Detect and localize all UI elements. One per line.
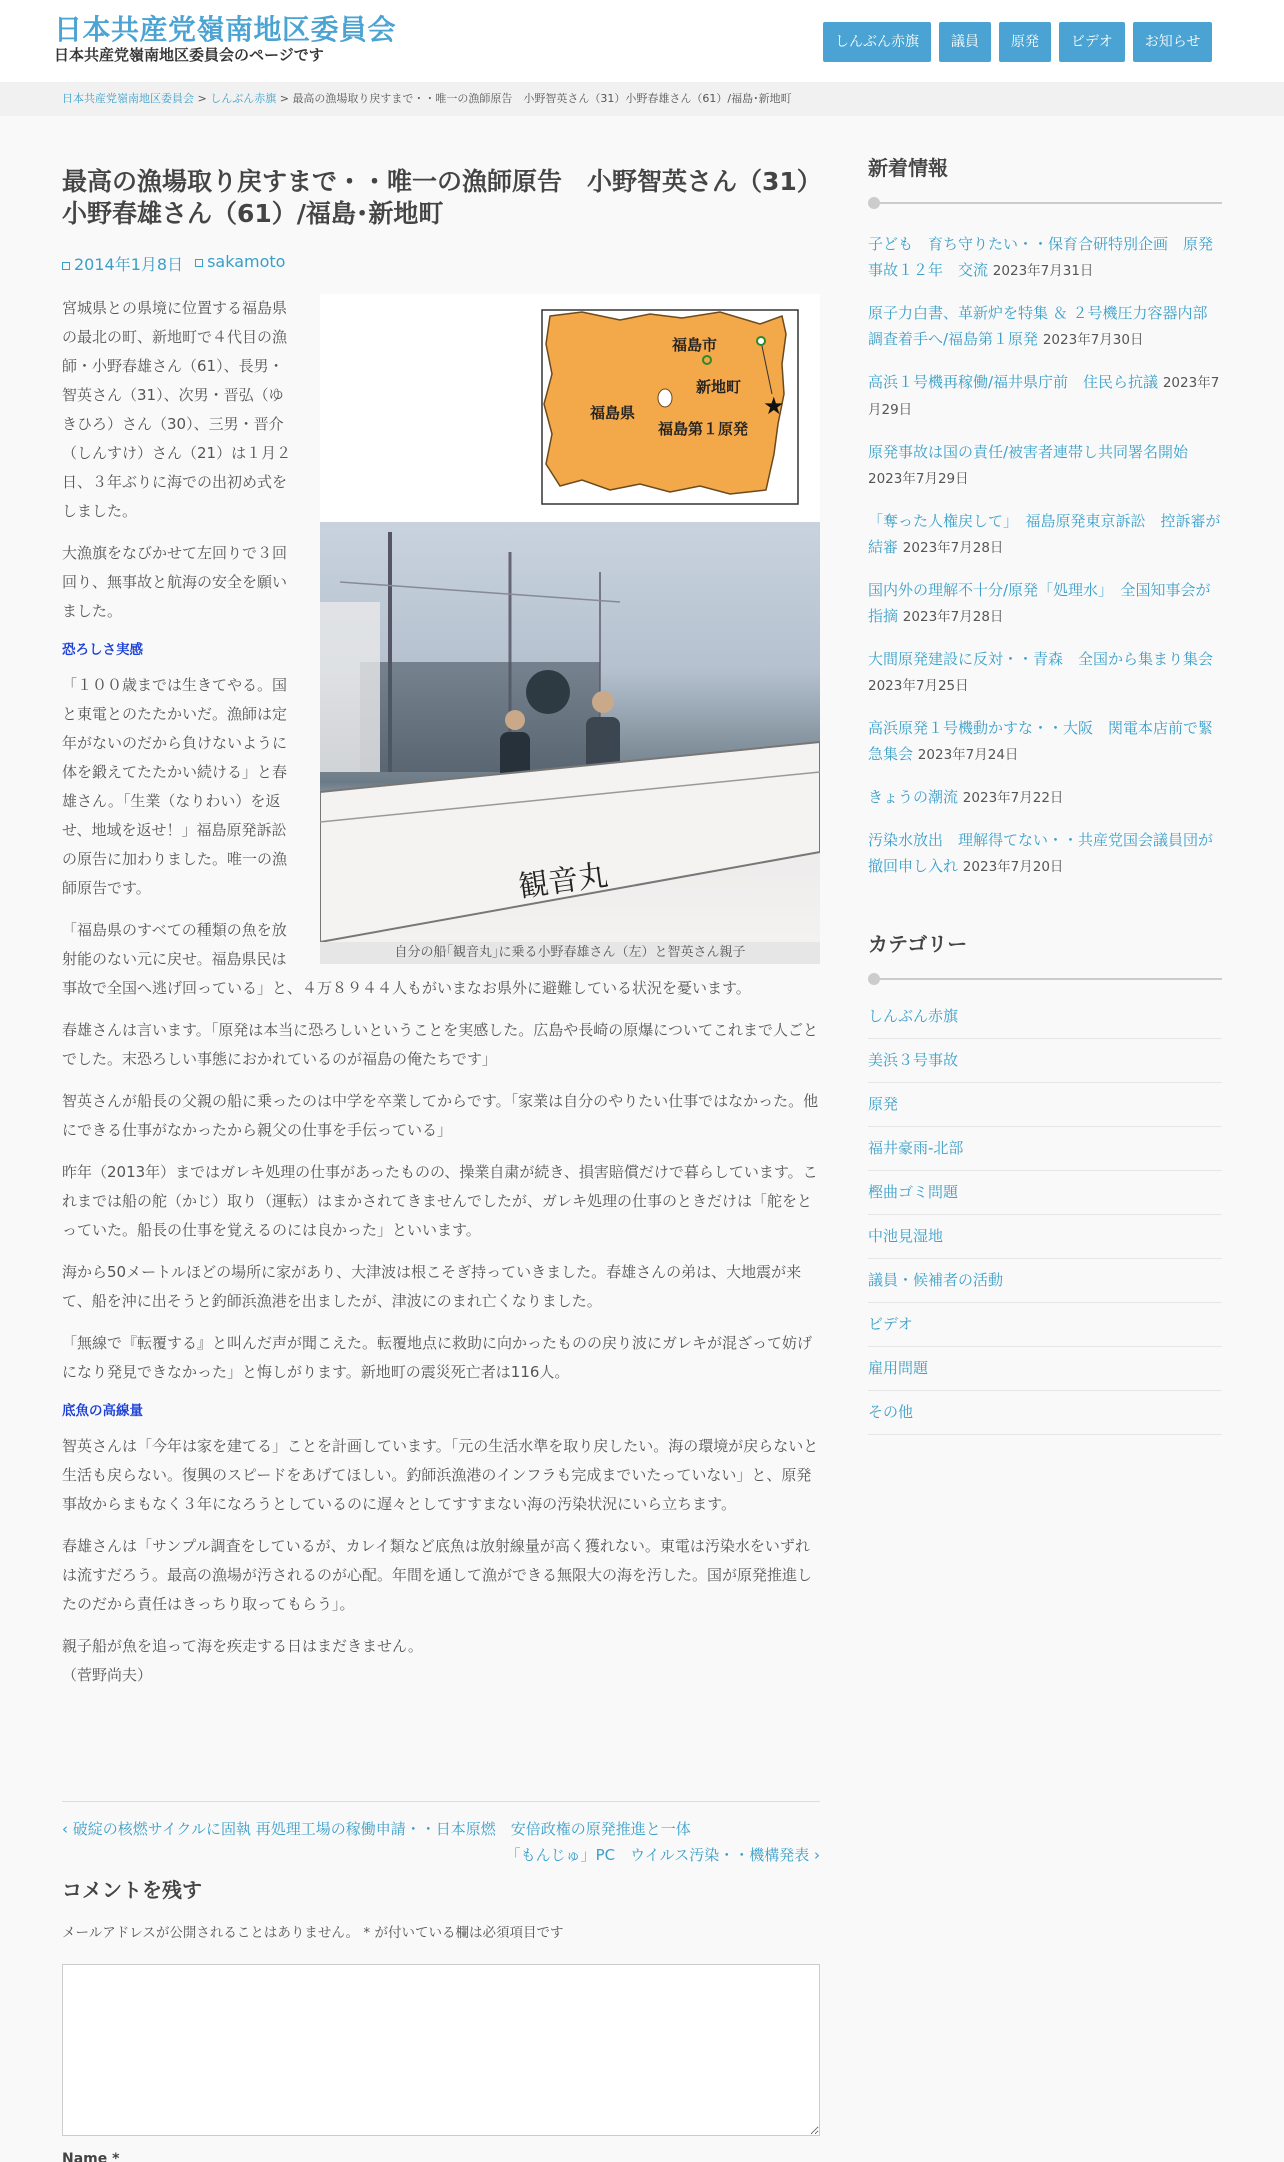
recent-post-link[interactable]: きょうの潮流 [868,788,959,806]
nav-item-councillors[interactable]: 議員 [939,22,991,62]
recent-post-date: 2023年7月22日 [962,790,1064,806]
next-post-link[interactable] [62,1842,820,1868]
recent-post-item [868,784,1222,811]
recent-post-link[interactable]: 高浜１号機再稼働/福井県庁前 住民ら抗議 [868,373,1159,391]
paragraph: 親子船が魚を追って海を疾走する日はまだきません。 [62,1637,423,1655]
widget-divider [868,191,1222,213]
recent-post-date: 2023年7月25日 [868,678,969,694]
recent-posts-widget [868,152,1222,896]
recent-post-date: 2023年7月28日 [902,540,1004,556]
main-nav [823,22,1212,62]
map-image [320,294,820,522]
recent-post-date: 2023年7月30日 [1042,332,1144,348]
category-item [868,1083,1222,1127]
nav-item-news[interactable]: お知らせ [1133,22,1213,62]
subheading: 恐ろしさ実感 [62,642,143,658]
recent-post-link[interactable]: 高浜原発１号機動かすな・・大阪 関電本店前で緊急集会 [868,719,1214,763]
map-label-prefecture: 福島県 [590,404,636,422]
widget-title-categories: カテゴリー [868,932,968,956]
category-link[interactable]: 中池見湿地 [868,1227,944,1245]
boat-illustration [320,522,820,942]
breadcrumb-current: 最高の漁場取り戻すまで・・唯一の漁師原告 小野智英さん（31）小野春雄さん（61）/福島･新地町 [292,92,792,105]
recent-post-item [868,508,1222,561]
paragraph: 宮城県との県境に位置する福島県の最北の町、新地町で４代目の漁師・小野春雄さん（61）、長男・智英さん（31）、次男・晋弘（ゆきひろ）さん（30）、三男・晋介（しんすけ）さん（21）は１月２日、３年ぶりに海での出初め式をしました。 [62,299,292,520]
category-link[interactable]: ビデオ [868,1315,913,1333]
paragraph: 昨年（2013年）まではガレキ処理の仕事があったものの、操業自粛が続き、損害賠償だけで暮らしています。これまでは船の舵（かじ）取り（運転）はまかされてきませんでしたが、ガレキ処理の仕事のときだけは「舵をとっていた。船長の仕事を覚えるのには良かった」といいます。 [62,1163,818,1239]
recent-post-item [868,231,1222,284]
recent-post-date: 2023年7月31日 [992,263,1094,279]
recent-post-link[interactable]: 国内外の理解不十分/原発「処理水」 全国知事会が指摘 [868,581,1211,625]
map-label-plant: 福島第１原発 [658,420,749,438]
recent-post-item [868,577,1222,630]
star-icon: ★ [763,392,785,420]
paragraph: 「福島県のすべての種類の魚を放射能のない元に戻せ。福島県民は事故で全国へ逃げ回っている」と、４万８９４４人もがいまなお県外に避難している状況を憂います。 [62,921,751,997]
category-list [868,995,1222,1435]
paragraph: 「無線で『転覆する』と叫んだ声が聞こえた。転覆地点に救助に向かったものの戻り波にガレキが混ざって妨げになり発見できなかった」と悔しがります。新地町の震災死亡者は116人。 [62,1334,813,1381]
category-link[interactable]: 美浜３号事故 [868,1051,959,1069]
nav-item-video[interactable]: ビデオ [1059,22,1125,62]
arrow-left-icon: ‹ [62,1820,73,1838]
recent-post-link[interactable]: 「奪った人権戻して」 福島原発東京訴訟 控訴審が結審 [868,512,1221,556]
post-body [62,294,820,1703]
category-link[interactable]: 原発 [868,1095,899,1113]
recent-post-date: 2023年7月28日 [902,609,1004,625]
paragraph: 大漁旗をなびかせて左回りで３回回り、無事故と航海の安全を願いました。 [62,544,288,620]
figure-caption: 自分の船｢観音丸｣に乗る小野春雄さん（左）と智英さん親子 [320,942,820,964]
category-item [868,1391,1222,1435]
breadcrumb-separator: > [279,92,289,105]
breadcrumb-category[interactable]: しんぶん赤旗 [210,92,277,105]
category-item [868,1259,1222,1303]
category-link[interactable]: 福井豪雨-北部 [868,1139,964,1157]
nav-item-nuclear[interactable]: 原発 [999,22,1051,62]
post-title: 最高の漁場取り戻すまで・・唯一の漁師原告 小野智英さん（31）小野春雄さん（61）/福島･新地町 [62,167,810,228]
recent-post-link[interactable]: 原子力白書、革新炉を特集 ＆ ２号機圧力容器内部調査着手へ/福島第１原発 [868,304,1208,348]
boat-photo [320,522,820,942]
next-post-title: 「もんじゅ」PC ウイルス汚染・・機構発表 [505,1846,810,1864]
post-figure [320,294,820,964]
calendar-icon [62,262,70,270]
paragraph: 智英さんが船長の父親の船に乗ったのは中学を卒業してからです。「家業は自分のやりたい仕事ではなかった。他にできる仕事がなかったから親父の仕事を手伝っている」 [62,1092,819,1139]
recent-post-item [868,300,1222,353]
signature: （菅野尚夫） [62,1666,153,1684]
category-item [868,1303,1222,1347]
category-item [868,1039,1222,1083]
category-item [868,1171,1222,1215]
comment-textarea[interactable] [62,1964,820,2136]
user-icon [195,259,203,267]
boat-name: 観音丸 [516,857,611,905]
recent-post-date: 2023年7月29日 [868,471,969,487]
recent-post-item [868,439,1222,492]
widget-title-recent: 新着情報 [868,156,948,180]
map-label-fukushima-city: 福島市 [672,336,718,354]
map-label-shinchi: 新地町 [696,378,742,396]
paragraph: 海から50メートルほどの場所に家があり、大津波は根こそぎ持っていきました。春雄さんの弟は、大地震が来て、船を沖に出そうと釣師浜漁港を出ましたが、津波にのまれ亡くなりました。 [62,1263,802,1310]
breadcrumb-separator: > [197,92,207,105]
breadcrumb-home[interactable]: 日本共産党嶺南地区委員会 [62,92,194,105]
site-description: 日本共産党嶺南地区委員会のページです [54,46,324,64]
recent-post-item [868,646,1222,699]
recent-post-link[interactable]: 子ども 育ち守りたい・・保育合研特別企画 原発事故１２年 交流 [868,235,1214,279]
comment-title: コメントを残す [62,1878,202,1902]
categories-widget [868,928,1222,1435]
category-link[interactable]: 雇用問題 [868,1359,929,1377]
post-date[interactable]: 2014年1月8日 [74,255,184,274]
category-item [868,1215,1222,1259]
recent-post-item [868,715,1222,768]
paragraph: 春雄さんは言います。「原発は本当に恐ろしいということを実感した。広島や長崎の原爆についてこれまで人ごとでした。末恐ろしい事態におかれているのが福島の俺たちです」 [62,1021,819,1068]
recent-post-date: 2023年7月24日 [917,747,1019,763]
widget-divider [868,967,1222,989]
post-author[interactable]: sakamoto [207,252,286,271]
site-title[interactable]: 日本共産党嶺南地区委員会 [54,13,397,46]
category-link[interactable]: その他 [868,1403,914,1421]
recent-posts-list [868,231,1222,880]
category-link[interactable]: 議員・候補者の活動 [868,1271,1004,1289]
arrow-right-icon: › [809,1846,820,1864]
recent-post-link[interactable]: 原発事故は国の責任/被害者連帯し共同署名開始 [868,443,1189,461]
recent-post-link[interactable]: 汚染水放出 理解得てない・・共産党国会議員団が撤回申し入れ [868,831,1214,875]
nav-item-akahata[interactable]: しんぶん赤旗 [823,22,931,62]
post-navigation [62,1801,820,1868]
recent-post-item [868,827,1222,880]
prev-post-title: 破綻の核燃サイクルに固執 再処理工場の稼働申請・・日本原燃 安倍政権の原発推進と一体 [72,1820,691,1838]
recent-post-date: 2023年7月29日 [868,375,1220,418]
name-label: Name * [62,2151,120,2162]
category-link[interactable]: しんぶん赤旗 [868,1007,959,1025]
recent-post-link[interactable]: 大間原発建設に反対・・青森 全国から集まり集会 [868,650,1214,668]
paragraph: 智英さんは「今年は家を建てる」ことを計画しています。「元の生活水準を取り戻したい。海の環境が戻らないと生活も戻らない。復興のスピードをあげてほしい。釣師浜漁港のインフラも完成までいたっていない」と、原発事故からまもなく３年になろうとしているのに遅々としてすすまない海の汚染状況にいら立ちます。 [62,1437,819,1513]
fukushima-map [320,294,820,522]
category-item [868,1127,1222,1171]
subheading: 底魚の高線量 [62,1403,143,1419]
recent-post-item [868,369,1222,423]
paragraph: 春雄さんは「サンプル調査をしているが、カレイ類など底魚は放射線量が高く獲れない。東電は汚染水をいずれは流すだろう。最高の漁場が汚されるのが心配。年間を通して漁ができる無限大の海を汚した。国が原発推進したのだから責任はきっちり取ってもらう」。 [62,1537,813,1613]
category-link[interactable]: 樫曲ゴミ問題 [868,1183,959,1201]
breadcrumb [0,82,1284,116]
post-meta [62,252,285,275]
category-item [868,1347,1222,1391]
site-header [0,0,1284,82]
recent-post-date: 2023年7月20日 [962,859,1064,875]
paragraph: 「１００歳までは生きてやる。国と東電とのたたかいだ。漁師は定年がないのだから負けないように体を鍛えてたたかい続ける」と春雄さん。「生業（なりわい）を返せ、地域を返せ！」福島原発訴訟の原告に加わりました。唯一の漁師原告です。 [62,676,288,897]
prev-post-link[interactable] [62,1816,820,1842]
comment-note: メールアドレスが公開されることはありません。 * が付いている欄は必須項目です [62,1925,564,1941]
category-item [868,995,1222,1039]
